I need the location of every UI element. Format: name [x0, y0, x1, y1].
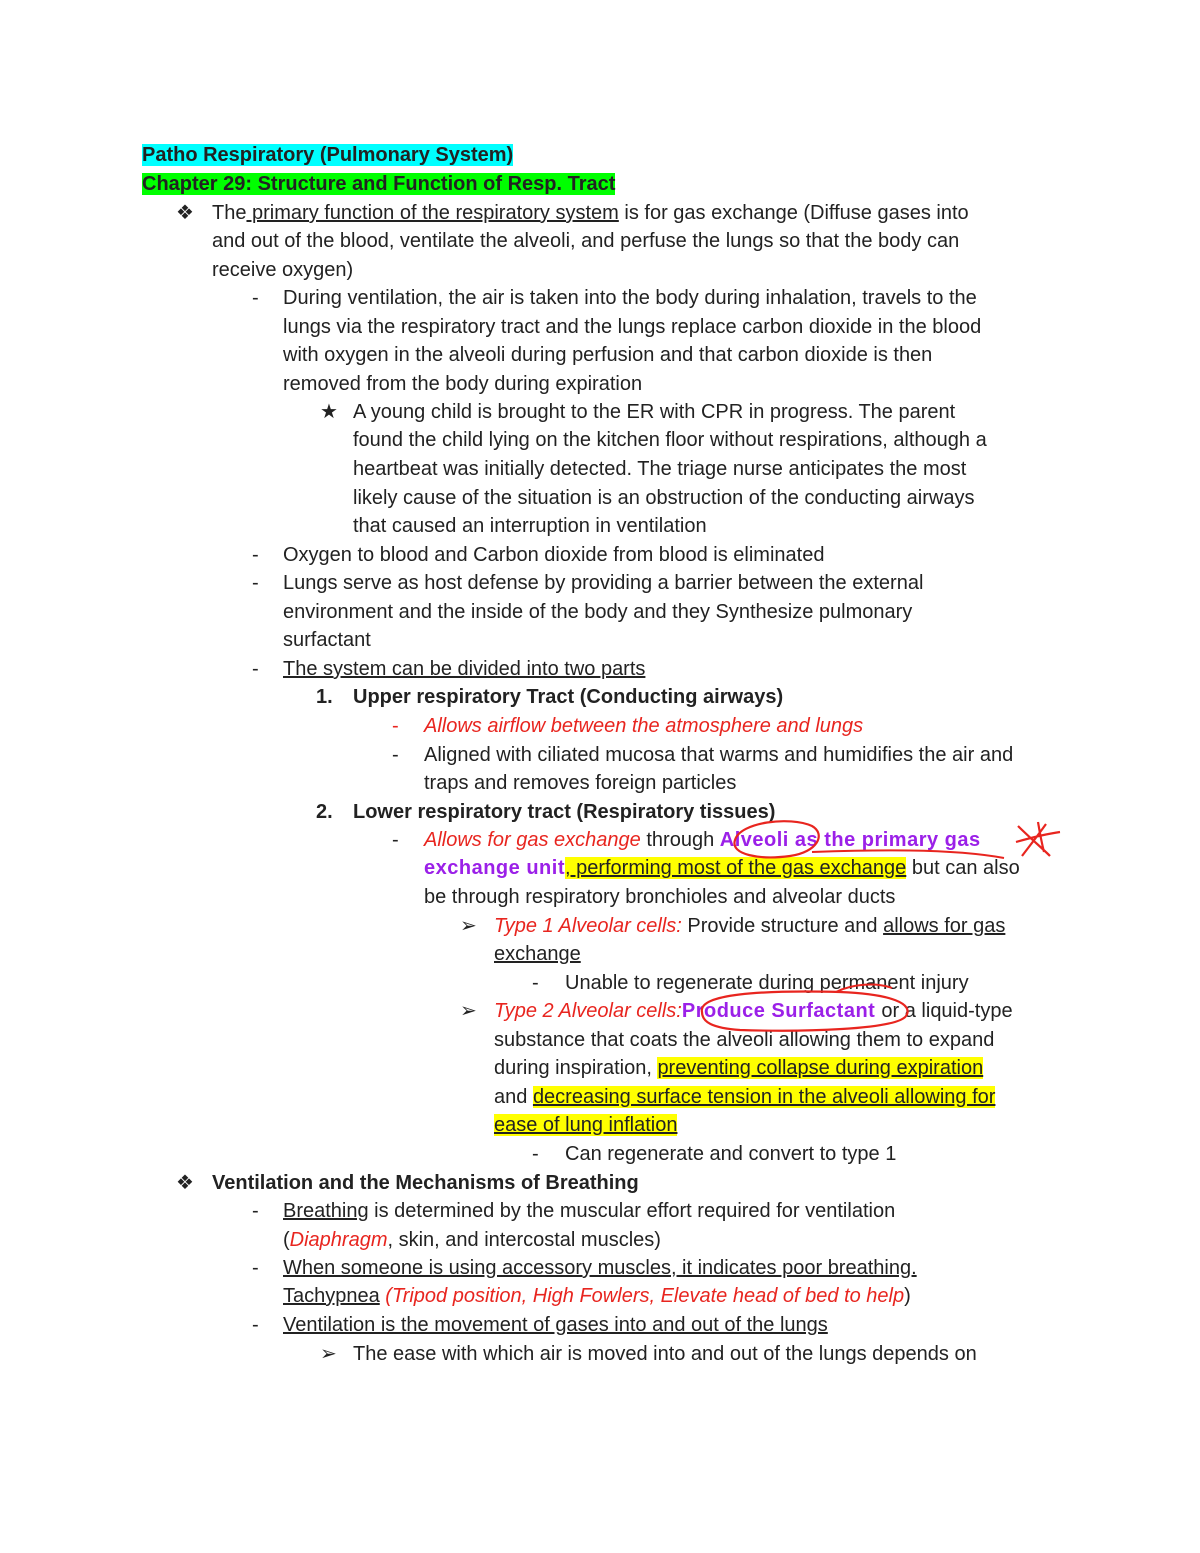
host-defense-line-2: environment and the inside of the body and they Synthesize pulmonary	[283, 601, 913, 623]
breathing-line-2: (Diaphragm, skin, and intercostal muscles)	[283, 1229, 661, 1251]
dash-bullet-icon: -	[392, 744, 399, 766]
type2-line-1: Type 2 Alveolar cells:Produce Surfactant or a liquid-type	[494, 1000, 1013, 1022]
arrow-bullet-icon: ➢	[460, 915, 477, 937]
document-title	[142, 143, 513, 167]
chapter-highlight: Chapter 29: Structure and Function of Resp. Tract	[142, 173, 616, 195]
lower-gas-exchange-line-2: exchange unit, performing most of the gas exchange but can also	[424, 857, 1020, 879]
accessory-muscles-line-1: When someone is using accessory muscles, it indicates poor breathing.	[283, 1257, 917, 1279]
asterisk-mark-icon	[1016, 822, 1060, 856]
upper-mucosa-line-2: traps and removes foreign particles	[424, 772, 737, 794]
chapter-heading	[142, 172, 615, 196]
type1-line-2: exchange	[494, 943, 581, 965]
diamond-bullet-icon: ❖	[176, 1172, 194, 1194]
type2-line-4: and decreasing surface tension in the alveoli allowing for	[494, 1086, 996, 1108]
dash-bullet-icon: -	[532, 1143, 539, 1165]
arrow-bullet-icon: ➢	[460, 1000, 477, 1022]
accessory-muscles-line-2: Tachypnea (Tripod position, High Fowlers, Elevate head of bed to help)	[283, 1285, 911, 1307]
ventilation-line-1: During ventilation, the air is taken into the body during inhalation, travels to the	[283, 287, 977, 309]
lower-tract-title: Lower respiratory tract (Respiratory tissues)	[353, 801, 776, 823]
dash-bullet-icon: -	[392, 715, 399, 737]
case-line-5: that caused an interruption in ventilation	[353, 515, 707, 537]
ventilation-line-4: removed from the body during expiration	[283, 373, 643, 395]
primary-function-line-1: The primary function of the respiratory system is for gas exchange (Diffuse gases into	[212, 202, 969, 224]
dash-bullet-icon: -	[252, 287, 259, 309]
host-defense-line-1: Lungs serve as host defense by providing a barrier between the external	[283, 572, 924, 594]
host-defense-line-3: surfactant	[283, 629, 371, 651]
lower-gas-exchange-line-1: Allows for gas exchange through Alveoli as the primary gas	[424, 829, 981, 851]
dash-bullet-icon: -	[252, 1200, 259, 1222]
primary-function-line-2: and out of the blood, ventilate the alveoli, and perfuse the lungs so that the body can	[212, 230, 960, 252]
primary-function-line-3: receive oxygen)	[212, 259, 354, 281]
dash-bullet-icon: -	[532, 972, 539, 994]
type2-line-3: during inspiration, preventing collapse during expiration	[494, 1057, 984, 1079]
dash-bullet-icon: -	[252, 658, 259, 680]
upper-tract-title: Upper respiratory Tract (Conducting airways)	[353, 686, 784, 708]
type2-regenerate-line: Can regenerate and convert to type 1	[565, 1143, 897, 1165]
type2-line-2: substance that coats the alveoli allowing them to expand	[494, 1029, 995, 1051]
two-parts-line: The system can be divided into two parts	[283, 658, 646, 680]
breathing-line-1: Breathing is determined by the muscular effort required for ventilation	[283, 1200, 896, 1222]
case-line-3: heartbeat was initially detected. The triage nurse anticipates the most	[353, 458, 967, 480]
upper-airflow-line: Allows airflow between the atmosphere and lungs	[424, 715, 864, 737]
type1-regenerate-line: Unable to regenerate during permanent injury	[565, 972, 969, 994]
oxygen-line: Oxygen to blood and Carbon dioxide from blood is eliminated	[283, 544, 825, 566]
case-line-2: found the child lying on the kitchen floor without respirations, although a	[353, 429, 987, 451]
dash-bullet-icon: -	[392, 829, 399, 851]
lower-gas-exchange-line-3: be through respiratory bronchioles and alveolar ducts	[424, 886, 896, 908]
number-1: 1.	[316, 686, 333, 708]
upper-mucosa-line-1: Aligned with ciliated mucosa that warms and humidifies the air and	[424, 744, 1014, 766]
ventilation-section-title: Ventilation and the Mechanisms of Breathing	[212, 1172, 639, 1194]
diamond-bullet-icon: ❖	[176, 202, 194, 224]
ventilation-line-2: lungs via the respiratory tract and the lungs replace carbon dioxide in the blood	[283, 316, 982, 338]
type1-line-1: Type 1 Alveolar cells: Provide structure and allows for gas	[494, 915, 1006, 937]
number-2: 2.	[316, 801, 333, 823]
type2-line-5: ease of lung inflation	[494, 1114, 678, 1136]
star-bullet-icon: ★	[320, 401, 338, 423]
ventilation-definition-line: Ventilation is the movement of gases into and out of the lungs	[283, 1314, 828, 1336]
ventilation-line-3: with oxygen in the alveoli during perfusion and that carbon dioxide is then	[283, 344, 933, 366]
dash-bullet-icon: -	[252, 544, 259, 566]
title-highlight: Patho Respiratory (Pulmonary System)	[142, 144, 514, 166]
ease-of-air-line: The ease with which air is moved into and out of the lungs depends on	[353, 1343, 977, 1365]
case-line-1: A young child is brought to the ER with CPR in progress. The parent	[353, 401, 956, 423]
arrow-bullet-icon: ➢	[320, 1343, 337, 1365]
dash-bullet-icon: -	[252, 1314, 259, 1336]
dash-bullet-icon: -	[252, 1257, 259, 1279]
dash-bullet-icon: -	[252, 572, 259, 594]
case-line-4: likely cause of the situation is an obstruction of the conducting airways	[353, 487, 975, 509]
